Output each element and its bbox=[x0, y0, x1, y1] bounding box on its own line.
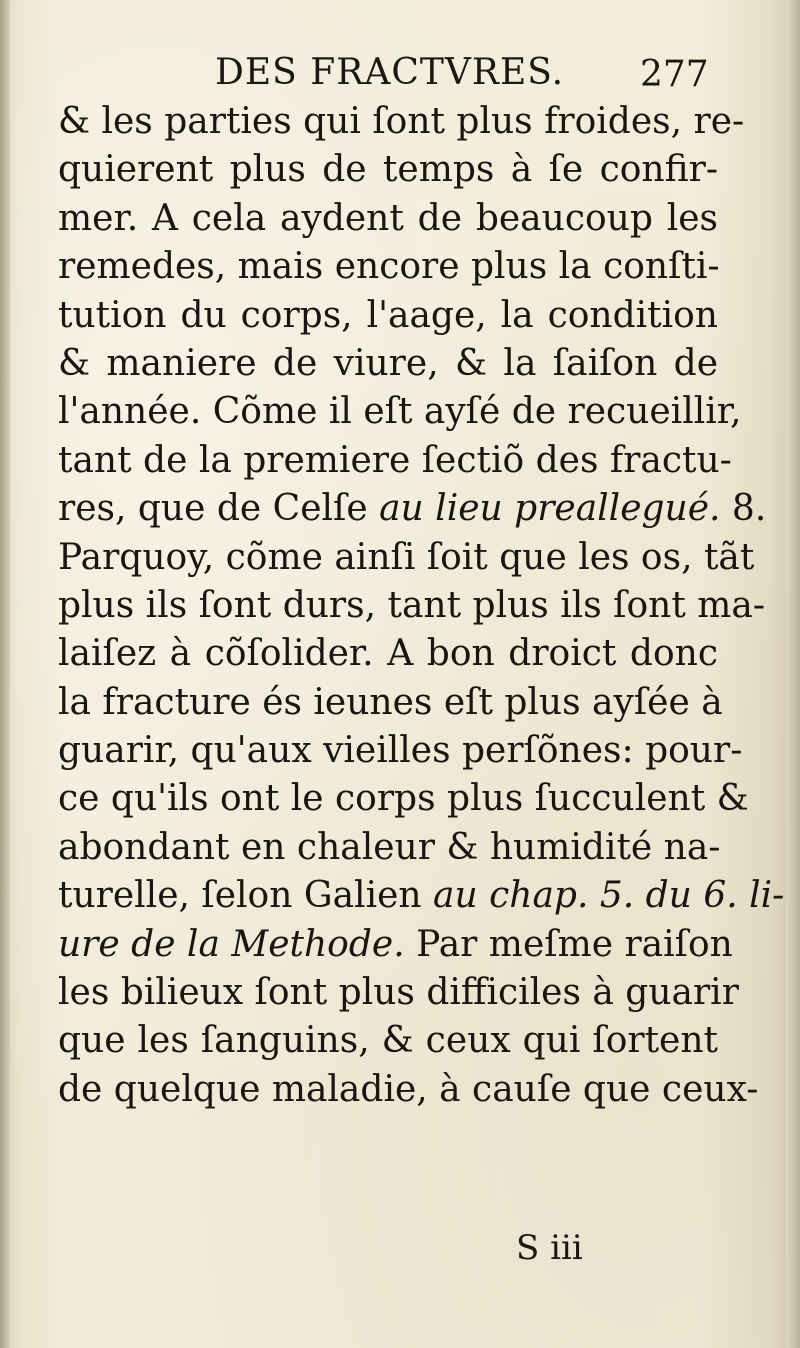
text-line: la fracture és ieunes eſt plus ayſée à bbox=[58, 681, 723, 723]
text-line: turelle, ſelon Galien au chap. 5. du 6. li- bbox=[58, 875, 785, 917]
signature-mark: S iii bbox=[516, 1228, 583, 1268]
text-line: & les parties qui ſont plus froides, re- bbox=[58, 101, 745, 142]
text-line: Parquoy, cõme ainſi ſoit que les os, tãt bbox=[58, 536, 755, 578]
text-line: de quelque maladie, à cauſe que ceux- bbox=[58, 1068, 759, 1110]
body-text bbox=[58, 98, 785, 1114]
italic-citation: au chap. 5. du 6. li- bbox=[433, 875, 785, 917]
text-line: ure de la Methode. Par meſme raiſon bbox=[58, 923, 733, 965]
text-line: quierent plus de temps à ſe confir- bbox=[58, 149, 718, 191]
text-line: que les ſanguins, & ceux qui ſortent bbox=[58, 1020, 718, 1062]
text-line: mer. A cela aydent de beaucoup les bbox=[58, 197, 718, 239]
text-line: res, que de Celſe au lieu preallegué. 8. bbox=[58, 488, 767, 530]
page-gutter-edge bbox=[0, 0, 10, 1348]
text-line: plus ils ſont durs, tant plus ils ſont ma- bbox=[58, 584, 765, 626]
italic-citation: ure de la Methode. bbox=[58, 923, 405, 965]
text-line: guarir, qu'aux vieilles perſõnes: pour- bbox=[58, 730, 743, 772]
text-line: abondant en chaleur & humidité na- bbox=[58, 826, 721, 868]
italic-citation: au lieu preallegué. bbox=[379, 488, 721, 530]
text-line: tant de la premiere ſectiõ des fractu- bbox=[58, 439, 732, 481]
text-line: remedes, mais encore plus la conſti- bbox=[58, 246, 720, 288]
text-line: ce qu'ils ont le corps plus ſucculent & bbox=[58, 778, 749, 820]
text-line: laiſez à cõſolider. A bon droict donc bbox=[58, 633, 718, 675]
page-outer-edge bbox=[786, 0, 800, 1348]
text-line: & maniere de viure, & la ſaiſon de bbox=[58, 342, 718, 384]
text-line: les bilieux ſont plus difficiles à guarir bbox=[58, 972, 739, 1014]
page-number: 277 bbox=[640, 54, 709, 95]
text-line: l'année. Cõme il eſt ayſé de recueillir, bbox=[58, 391, 742, 433]
page-header bbox=[0, 46, 800, 106]
running-title: DES FRACTVRES. bbox=[215, 52, 565, 93]
text-line: tution du corps, l'aage, la condition bbox=[58, 294, 718, 336]
